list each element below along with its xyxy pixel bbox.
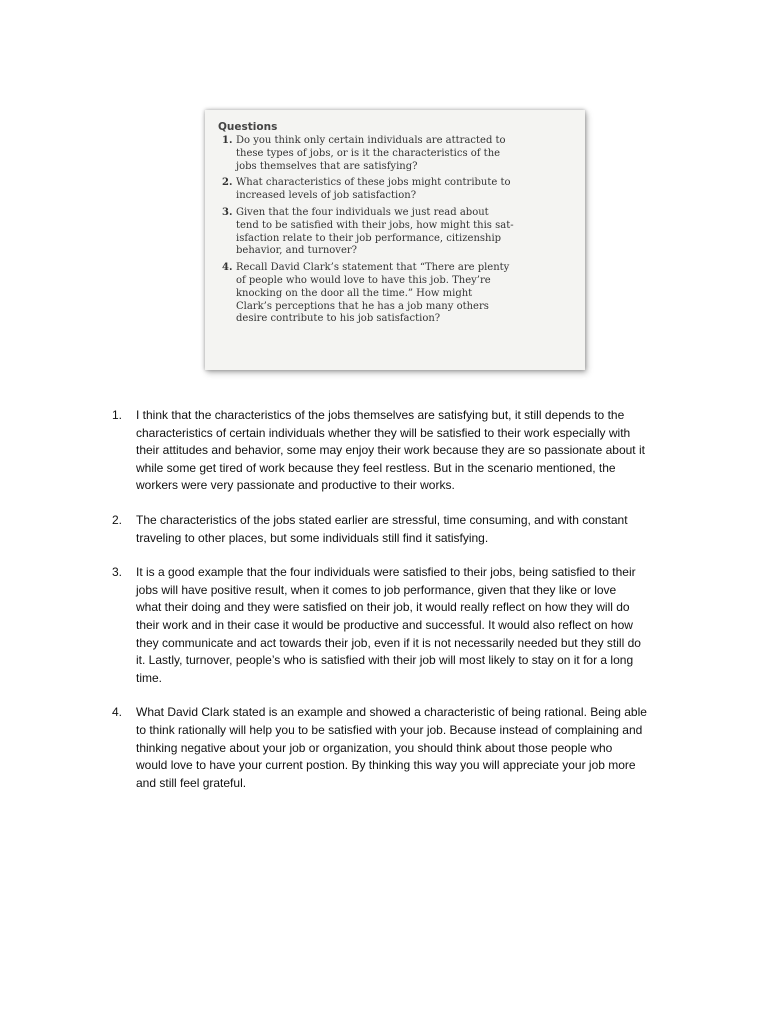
answer-text: It is a good example that the four individuals were satisfied to their jobs, being satisfied to their jobs will have positive result, when it comes to job performance, given that they like or love what their doing and they were satisfied on their job, it would really reflect on how they will do their work and in their case it would be productive and successful. It would also reflect on how they communicate and act towards their job, even if it is not necessarily needed but they still do it. Lastly, turnover, people’s who is satisfied with their job will most likely to stay on it for a long time. — [136, 565, 641, 685]
answer-item — [112, 704, 692, 792]
answer-number: 3. — [112, 565, 123, 580]
question-item — [218, 177, 571, 203]
questions-title: Questions — [218, 121, 278, 133]
answer-number: 2. — [112, 512, 123, 527]
question-number: 4. — [222, 262, 233, 274]
question-text: Recall David Clark’s statement that “There are plenty of people who would love to have this job. They’re knocking on the door all the time.” How might Clark’s perceptions that he has a job many others desire contribute to his job satisfaction? — [236, 262, 510, 325]
answer-text: What David Clark stated is an example and showed a characteristic of being rational. Being able to think rationally will help you to be satisfied with your job. Because instead of complaining and thinking negative about your job or organization, you should think about those people who would love to have your current postion. By thinking this way you will appreciate your job more and still feel grateful. — [136, 705, 647, 790]
question-number: 3. — [222, 206, 233, 218]
question-text: Do you think only certain individuals are attracted to these types of jobs, or is it the characteristics of the jobs themselves that are satisfying? — [236, 135, 506, 172]
answer-text: I think that the characteristics of the jobs themselves are satisfying but, it still depends to the characteristics of certain individuals whether they will be satisfied to their work especially with their attitudes and behavior, some may enjoy their work because they are so passionate about it while some get tired of work because they feel restless. But in the scenario mentioned, the workers were very passionate and productive to their works. — [136, 408, 645, 493]
question-item — [218, 207, 571, 258]
question-number: 1. — [222, 135, 233, 146]
question-number: 2. — [222, 177, 233, 189]
questions-image — [205, 110, 585, 370]
question-text: Given that the four individuals we just read about tend to be satisfied with their jobs, how might this sat- isfaction relate to their job performance, citizenship behavior, and turnover? — [236, 206, 514, 257]
question-text: What characteristics of these jobs might contribute to increased levels of job satisfaction? — [236, 177, 511, 202]
answer-text: The characteristics of the jobs stated earlier are stressful, time consuming, and with constant traveling to other places, but some individuals still find it satisfying. — [136, 512, 628, 545]
answers-list — [112, 407, 692, 809]
answer-number: 1. — [112, 408, 123, 422]
question-item — [218, 262, 571, 326]
answer-item — [112, 512, 692, 547]
answer-number: 4. — [112, 705, 123, 720]
question-item — [218, 135, 571, 173]
questions-list — [218, 135, 571, 326]
answer-item — [112, 564, 692, 687]
answer-item — [112, 407, 692, 495]
